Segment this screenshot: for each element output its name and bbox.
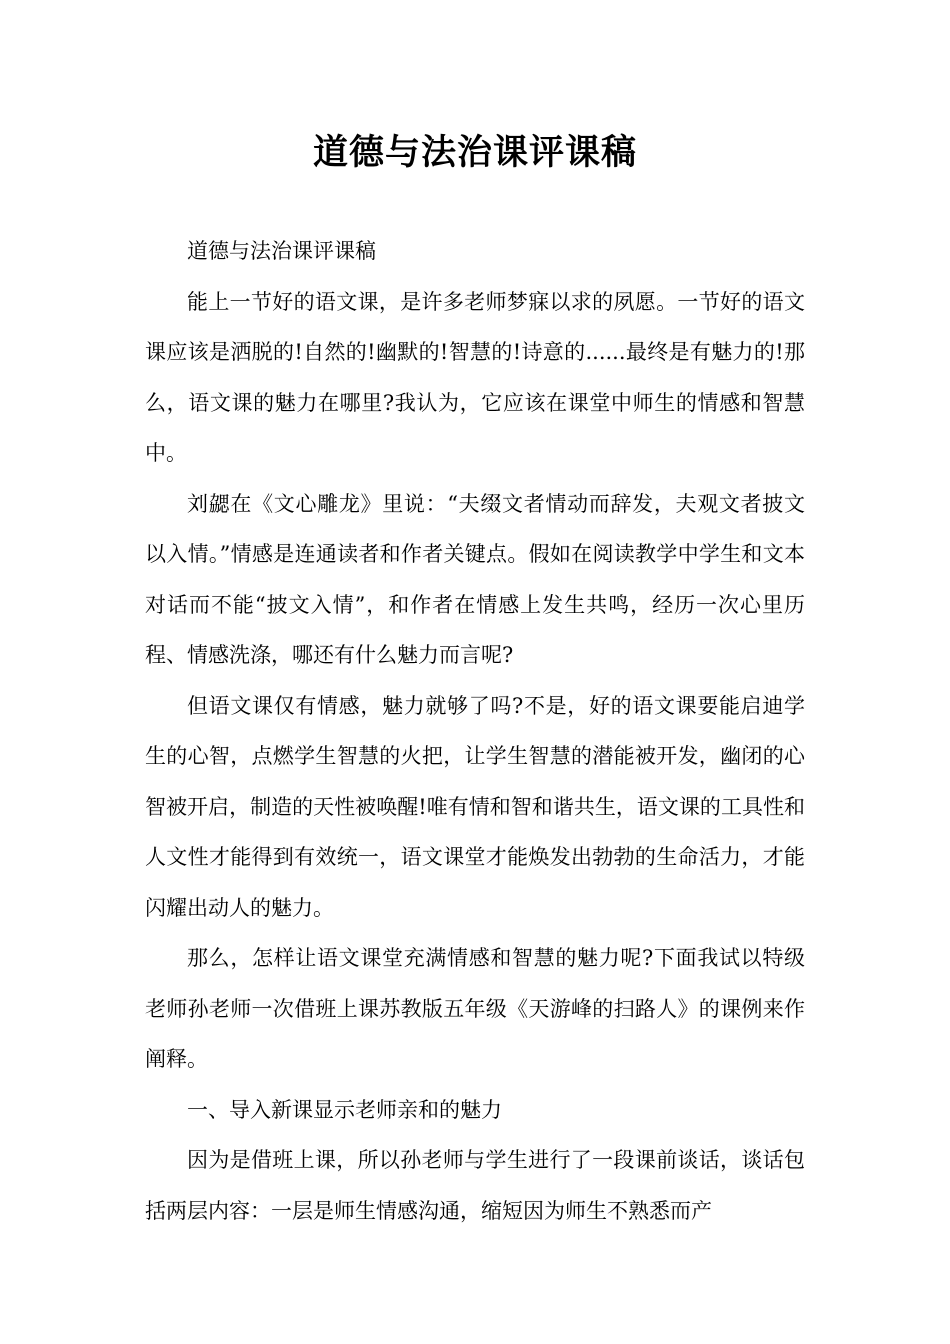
section-heading: 一、导入新课显示老师亲和的魅力 — [187, 1097, 502, 1122]
paragraph: 那么，怎样让语文课堂充满情感和智慧的魅力呢?下面我试以特级老师孙老师一次借班上课苏教版五年级《天游峰的扫路人》的课例来作阐释。 — [145, 946, 805, 1071]
paragraph: 因为是借班上课，所以孙老师与学生进行了一段课前谈话，谈话包括两层内容：一层是师生情感沟通，缩短因为师生不熟悉而产 — [145, 1148, 805, 1223]
document-title: 道德与法治课评课稿 — [312, 133, 637, 173]
document-body — [145, 226, 805, 1236]
paragraph-subtitle: 道德与法治课评课稿 — [187, 239, 376, 263]
paragraph: 但语文课仅有情感，魅力就够了吗?不是，好的语文课要能启迪学生的心智，点燃学生智慧的火把，让学生智慧的潜能被开发，幽闭的心智被开启，制造的天性被唤醒!唯有情和智和谐共生，语文课的工具性和人文性才能得到有效统一，语文课堂才能焕发出勃勃的生命活力，才能闪耀出动人的魅力。 — [145, 693, 805, 920]
paragraph: 能上一节好的语文课，是许多老师梦寐以求的夙愿。一节好的语文课应该是洒脱的!自然的!幽默的!智慧的!诗意的......最终是有魅力的!那么，语文课的魅力在哪里?我认为，它应该在课堂中师生的情感和智慧中。 — [145, 289, 805, 465]
paragraph: 刘勰在《文心雕龙》里说：“夫缀文者情动而辞发，夫观文者披文以入情。”情感是连通读者和作者关键点。假如在阅读教学中学生和文本对话而不能“披文入情”，和作者在情感上发生共鸣，经历一次心里历程、情感洗涤，哪还有什么魅力而言呢? — [145, 491, 805, 667]
